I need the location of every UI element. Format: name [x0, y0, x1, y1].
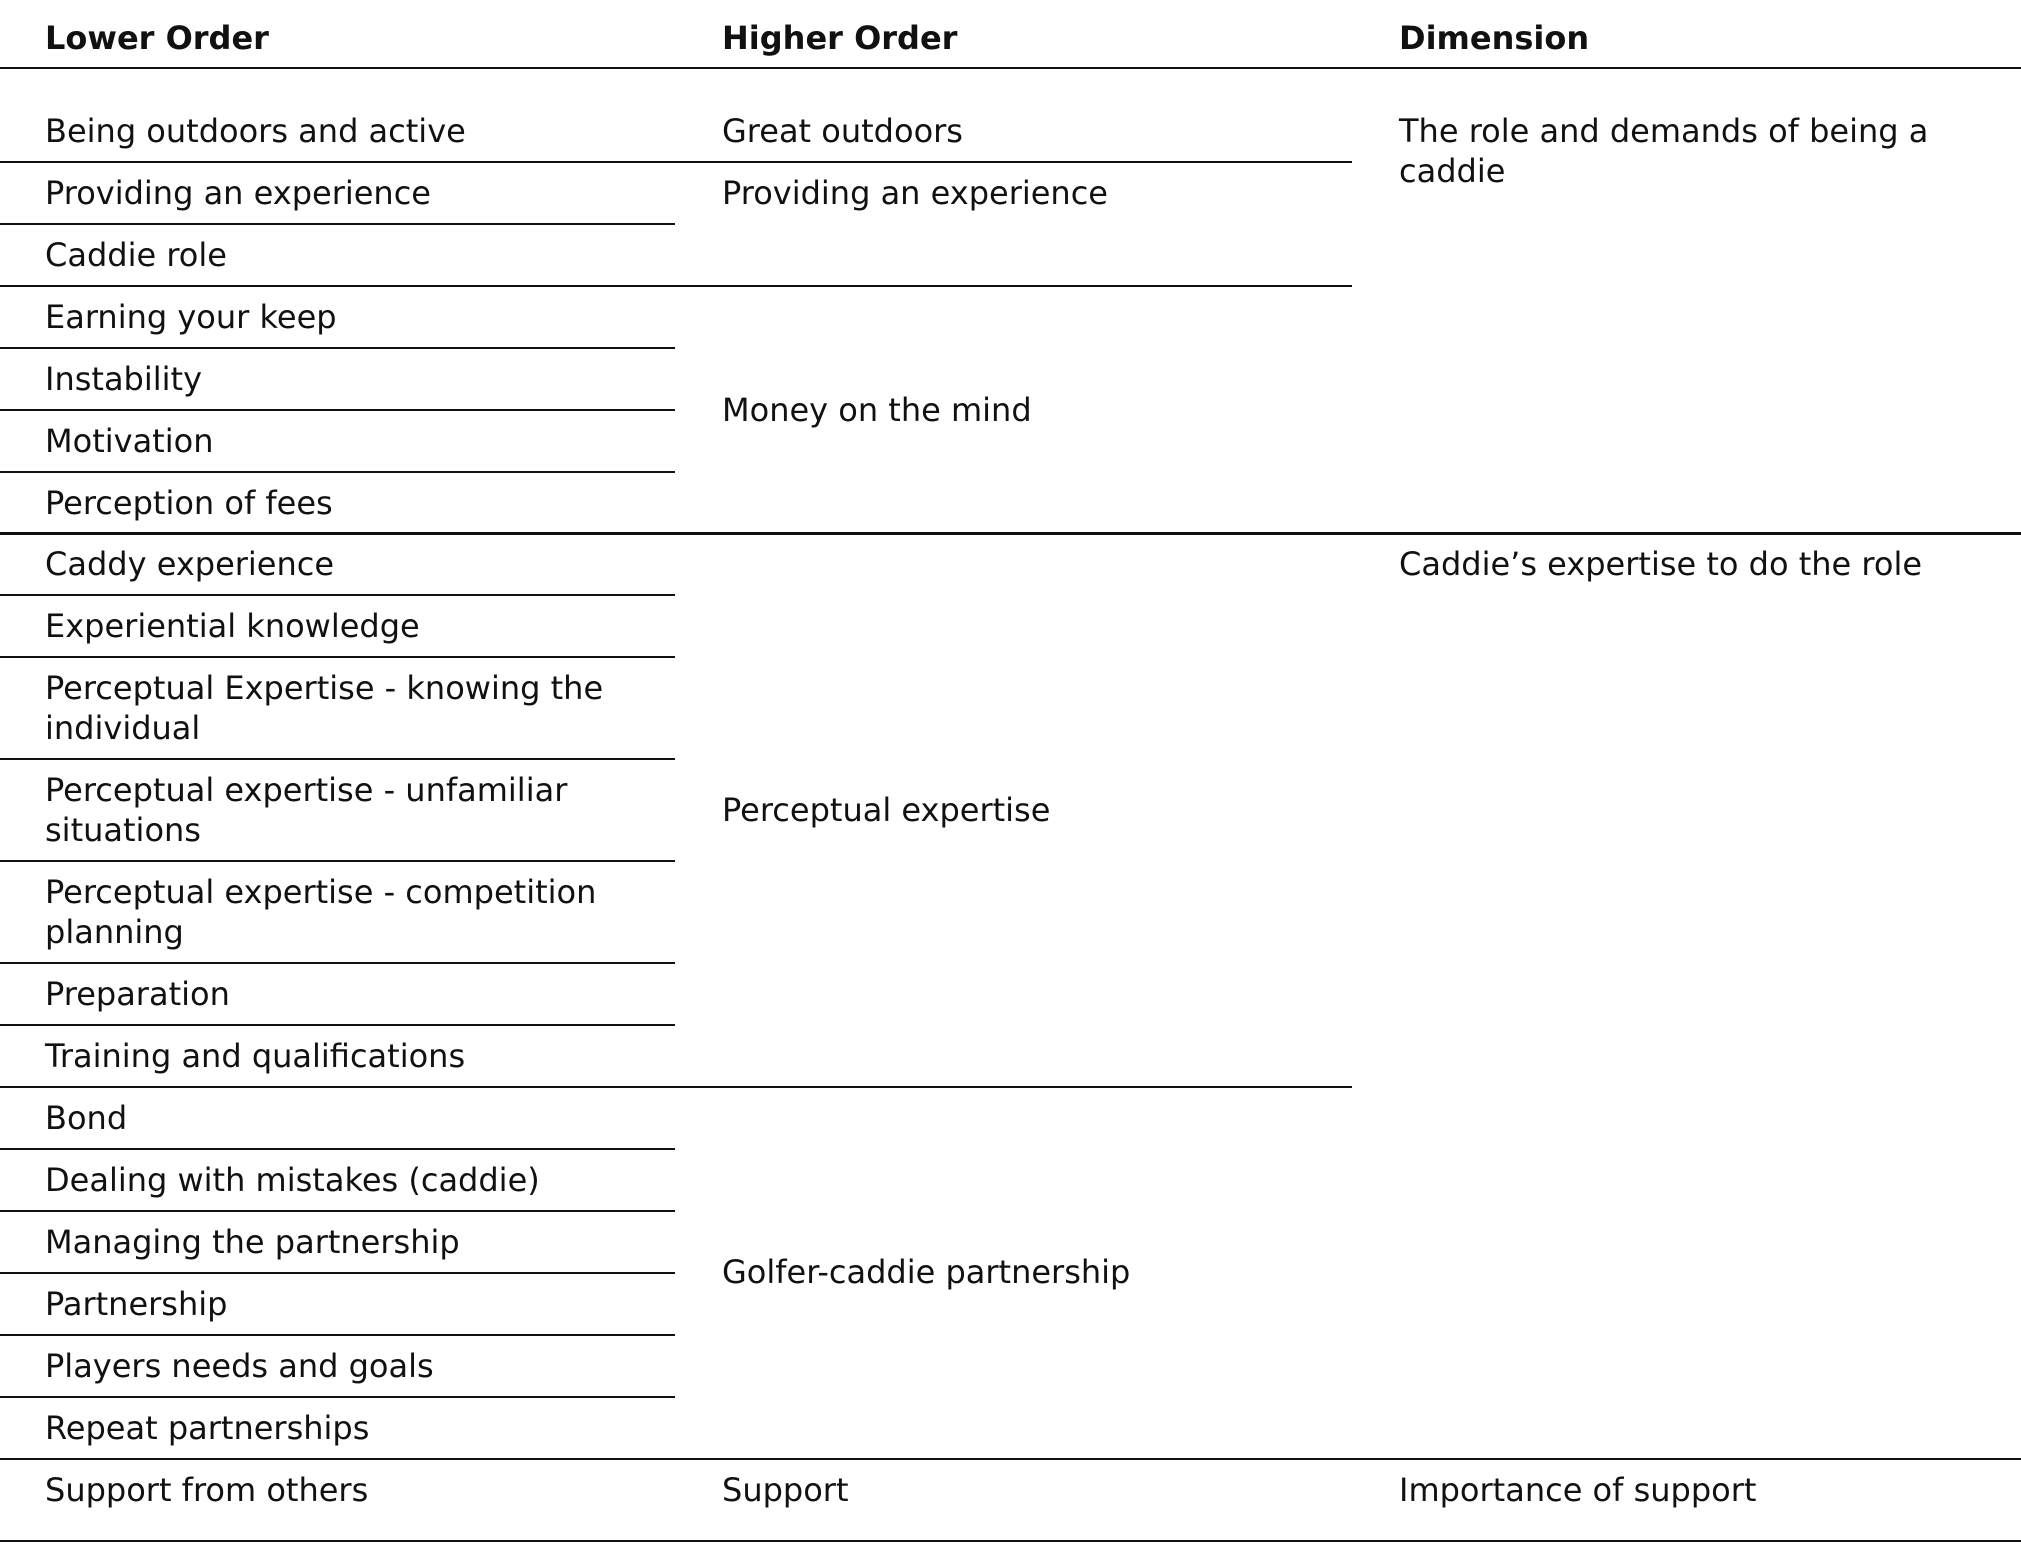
row-rule — [0, 1148, 675, 1150]
row-rule — [0, 347, 675, 349]
lower-order-cell: Perceptual expertise - competition planning — [45, 873, 597, 951]
dimension-cell: Caddie’s expertise to do the role — [1399, 545, 1923, 583]
lower-order-cell: Motivation — [45, 422, 214, 460]
higher-order-cell: Support — [722, 1471, 849, 1509]
row-rule — [0, 656, 675, 658]
row-rule — [0, 1272, 675, 1274]
lower-order-cell: Repeat partnerships — [45, 1409, 370, 1447]
row-rule — [0, 1024, 675, 1026]
lower-order-cell: Training and qualifications — [45, 1037, 466, 1075]
lower-order-cell: Being outdoors and active — [45, 112, 466, 150]
dimension-cell: Importance of support — [1399, 1471, 1757, 1509]
lower-order-cell: Instability — [45, 360, 203, 398]
lower-order-cell: Perceptual Expertise - knowing the individual — [45, 669, 604, 747]
lower-order-cell: Managing the partnership — [45, 1223, 460, 1261]
group-rule — [0, 285, 1352, 287]
row-rule — [0, 223, 675, 225]
section-rule — [0, 532, 2021, 535]
lower-order-cell: Perceptual expertise - unfamiliar situations — [45, 771, 568, 849]
header-dimension: Dimension — [1399, 19, 1590, 57]
dimension-cell: The role and demands of being a caddie — [1399, 112, 1929, 190]
group-rule — [0, 161, 1352, 163]
row-rule — [0, 1396, 675, 1398]
row-rule — [0, 471, 675, 473]
higher-order-cell: Golfer-caddie partnership — [722, 1253, 1131, 1291]
group-rule — [0, 1086, 1352, 1088]
lower-order-cell: Players needs and goals — [45, 1347, 434, 1385]
higher-order-cell: Perceptual expertise — [722, 791, 1051, 829]
row-rule — [0, 409, 675, 411]
lower-order-cell: Support from others — [45, 1471, 369, 1509]
table-bottom-rule — [0, 1540, 2021, 1542]
lower-order-cell: Earning your keep — [45, 298, 337, 336]
higher-order-cell: Money on the mind — [722, 391, 1032, 429]
row-rule — [0, 962, 675, 964]
higher-order-cell: Great outdoors — [722, 112, 963, 150]
row-rule — [0, 1210, 675, 1212]
row-rule — [0, 594, 675, 596]
header-higher-order: Higher Order — [722, 19, 958, 57]
higher-order-cell: Providing an experience — [722, 174, 1108, 212]
section-rule — [0, 1458, 2021, 1460]
lower-order-cell: Dealing with mistakes (caddie) — [45, 1161, 540, 1199]
lower-order-cell: Providing an experience — [45, 174, 431, 212]
row-rule — [0, 1334, 675, 1336]
row-rule — [0, 758, 675, 760]
lower-order-cell: Preparation — [45, 975, 230, 1013]
header-rule — [0, 67, 2021, 69]
lower-order-cell: Perception of fees — [45, 484, 333, 522]
lower-order-cell: Bond — [45, 1099, 128, 1137]
row-rule — [0, 860, 675, 862]
lower-order-cell: Partnership — [45, 1285, 228, 1323]
header-lower-order: Lower Order — [45, 19, 269, 57]
lower-order-cell: Caddie role — [45, 236, 227, 274]
lower-order-cell: Experiential knowledge — [45, 607, 420, 645]
lower-order-cell: Caddy experience — [45, 545, 335, 583]
